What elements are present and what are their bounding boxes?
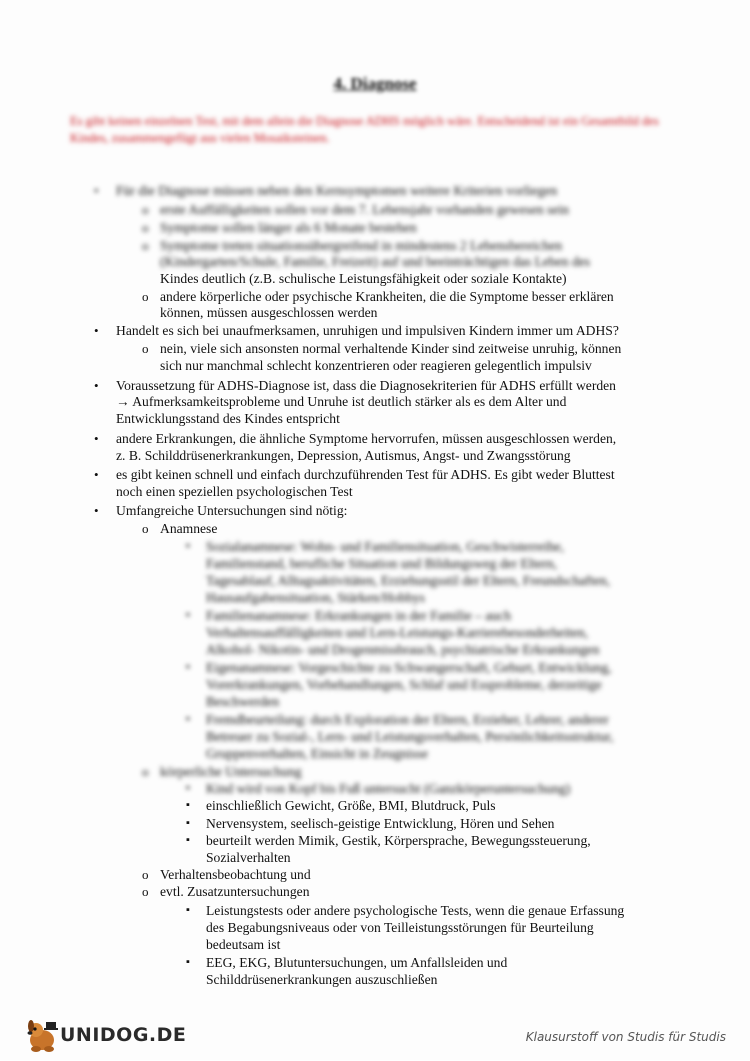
text-line: Gruppenverhalten, Einsicht in Zeugnisse (206, 746, 428, 761)
sub-bullet-marker: o (142, 202, 149, 217)
text-line: sich nur manchmal schlecht konzentrieren oder reagieren gelegentlich impulsiv (160, 358, 592, 373)
square-bullet-marker: ▪ (186, 713, 190, 725)
text-line: andere körperliche oder psychische Krankheiten, die die Symptome besser erklären (160, 289, 614, 304)
text-line: (Kindergarten/Schule, Familie, Freizeit) auf und beeinträchtigen das Leben des (160, 254, 591, 269)
text-line: Betreuer zu Sozial-, Lern- und Leistungsverhalten, Persönlichkeitsstruktur, (206, 729, 614, 744)
text-line: einschließlich Gewicht, Größe, BMI, Blutdruck, Puls (206, 798, 496, 813)
footer-tagline: Klausurstoff von Studis für Studis (525, 1030, 726, 1044)
text-line: Symptome sollen länger als 6 Monate bestehen (160, 220, 417, 235)
text-line: Anamnese (160, 521, 218, 536)
bullet-marker: • (94, 183, 99, 198)
logo-text: UNIDOG.DE (60, 1024, 187, 1046)
intro-paragraph: Es gibt keinen einzelnen Test, mit dem allein die Diagnose ADHS möglich wäre. Entscheidend ist ein Gesamtbild des Kindes, zusammengefügt aus vielen Mosaiksteinen. (70, 114, 659, 145)
text-line: Verhaltensauffälligkeiten und Lern-Leistungs-Karrierebesonderheiten, (206, 625, 589, 640)
bullet-marker: • (94, 467, 99, 482)
square-bullet-marker: ▪ (186, 904, 190, 916)
text-line: erste Auffälligkeiten sollen vor dem 7. Lebensjahr vorhanden gewesen sein (160, 202, 569, 217)
text-line: EEG, EKG, Blutuntersuchungen, um Anfallsleiden und (206, 955, 508, 970)
text-line: nein, viele sich ansonsten normal verhaltende Kinder sind zeitweise unruhig, können (160, 341, 622, 356)
square-bullet-marker: ▪ (186, 817, 190, 829)
text-line: z. B. Schilddrüsenerkrankungen, Depression, Autismus, Angst- und Zwangsstörung (116, 448, 571, 463)
text-line: Symptome treten situationsübergreifend in mindestens 2 Lebensbereichen (160, 238, 563, 253)
text-line: beurteilt werden Mimik, Gestik, Körpersprache, Bewegungssteuerung, (206, 833, 591, 848)
sub-bullet-marker: o (142, 884, 149, 899)
text-line: bedeutsam ist (206, 937, 281, 952)
text-line: Schilddrüsenerkrankungen auszuschließen (206, 972, 438, 987)
text-line: Eigenanamnese: Vorgeschichte zu Schwangerschaft, Geburt, Entwicklung, (206, 660, 612, 675)
text-line: Umfangreiche Untersuchungen sind nötig: (116, 503, 348, 518)
square-bullet-marker: ▪ (186, 782, 190, 794)
bullet-marker: • (94, 431, 99, 446)
square-bullet-marker: ▪ (186, 540, 190, 552)
sub-bullet-marker: o (142, 220, 149, 235)
sub-bullet-marker: o (142, 764, 149, 779)
text-line: Nervensystem, seelisch-geistige Entwicklung, Hören und Sehen (206, 816, 555, 831)
bullet-marker: • (94, 378, 99, 393)
bullet-marker: • (94, 503, 99, 518)
text-line: Leistungstests oder andere psychologische Tests, wenn die genaue Erfassung (206, 903, 625, 918)
text-line: Fremdbeurteilung: durch Exploration der Eltern, Erzieher, Lehrer, anderer (206, 712, 609, 727)
text-line: Kind wird von Kopf bis Fuß untersucht (Ganzkörperuntersuchung) (206, 781, 571, 796)
text-line: Alkohol- Nikotin- und Drogenmissbrauch, psychiatrische Erkrankungen (206, 642, 600, 657)
text-line: Kindes deutlich (z.B. schulische Leistungsfähigkeit oder soziale Kontakte) (160, 271, 567, 286)
text-line: Für die Diagnose müssen neben den Kernsymptomen weitere Kriterien vorliegen (116, 183, 558, 198)
text-line: Familienstand, berufliche Situation und Bildungsweg der Eltern, (206, 556, 558, 571)
text-line: Verhaltensbeobachtung und (160, 867, 311, 882)
text-line: Beschwerden (206, 694, 280, 709)
text-line: Vorerkrankungen, Vorbehandlungen, Schlaf und Essprobleme, derzeitige (206, 677, 602, 692)
square-bullet-marker: ▪ (186, 956, 190, 968)
text-line: Hausaufgabensituation, Stärken/Hobbys (206, 590, 425, 605)
sub-bullet-marker: o (142, 341, 149, 356)
text-line: evtl. Zusatzuntersuchungen (160, 884, 310, 899)
dog-icon (22, 1016, 62, 1056)
text-line: es gibt keinen schnell und einfach durchzuführenden Test für ADHS. Es gibt weder Bluttest (116, 467, 615, 482)
square-bullet-marker: ▪ (186, 661, 190, 673)
page-title: 4. Diagnose (333, 74, 417, 93)
text-line: Entwicklungsstand des Kindes entspricht (116, 411, 340, 426)
text-line: Voraussetzung für ADHS-Diagnose ist, dass die Diagnosekriterien für ADHS erfüllt werden (116, 378, 616, 393)
text-line: körperliche Untersuchung (160, 764, 302, 779)
sub-bullet-marker: o (142, 867, 149, 882)
text-line: noch einen speziellen psychologischen Test (116, 484, 353, 499)
text-line: Tagesablauf, Alltagsaktivitäten, Erziehungsstil der Eltern, Freundschaften, (206, 573, 611, 588)
text-line: Sozialverhalten (206, 850, 291, 865)
square-bullet-marker: ▪ (186, 799, 190, 811)
text-line: Sozialanamnese: Wohn- und Familiensituation, Geschwisterreihe, (206, 539, 565, 554)
text-line: Familienanamnese: Erkrankungen in der Familie – auch (206, 608, 512, 623)
sub-bullet-marker: o (142, 238, 149, 253)
sub-bullet-marker: o (142, 289, 149, 304)
text-line: können, müssen ausgeschlossen werden (160, 305, 378, 320)
square-bullet-marker: ▪ (186, 609, 190, 621)
square-bullet-marker: ▪ (186, 834, 190, 846)
unidog-logo (22, 1016, 187, 1056)
text-line: andere Erkrankungen, die ähnliche Symptome hervorrufen, müssen ausgeschlossen werden, (116, 431, 617, 446)
text-line: Handelt es sich bei unaufmerksamen, unruhigen und impulsiven Kindern immer um ADHS? (116, 323, 619, 338)
sub-bullet-marker: o (142, 521, 149, 536)
bullet-marker: • (94, 323, 99, 338)
text-line: → Aufmerksamkeitsprobleme und Unruhe ist deutlich stärker als es dem Alter und (116, 394, 567, 409)
text-line: des Begabungsniveaus oder von Teilleistungsstörungen für Beurteilung (206, 920, 594, 935)
